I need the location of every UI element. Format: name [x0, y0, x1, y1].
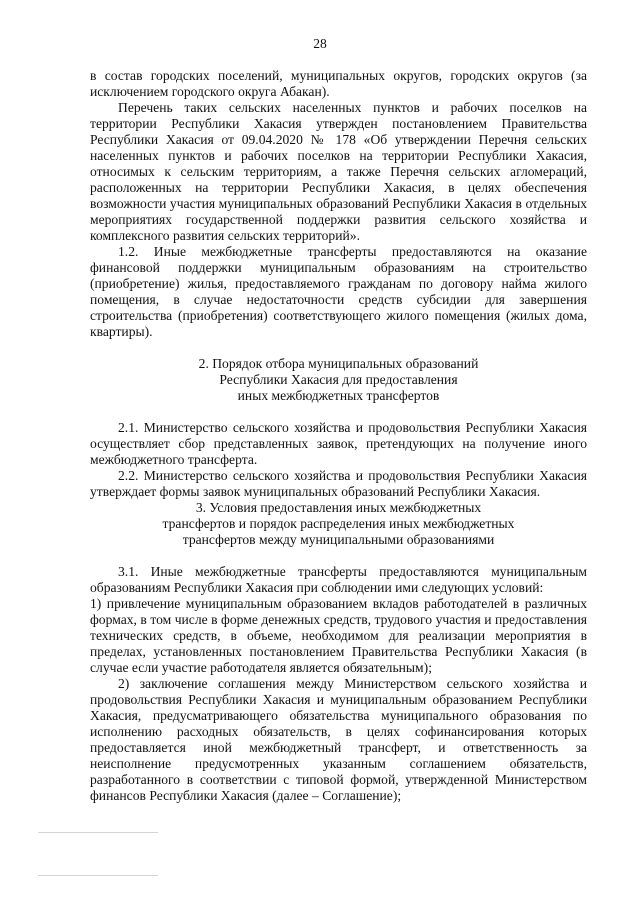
paragraph-1-2: 1.2. Иные межбюджетные трансферты предоставляются на оказание финансовой поддержки муниципальным образованиям на строительство (приобретение) жилья, предоставляемого гражданам по договору найма жилого помещения, в случае недостаточности средств субсидии для завершения строительства (приобретения) соответствующего жилого помещения (жилых дома, квартиры).	[90, 244, 587, 339]
paragraph-list-approval: Перечень таких сельских населенных пунктов и рабочих поселков на территории Республики Хакасия утвержден постановлением Правительства Республики Хакасия от 09.04.2020 № 178 «Об утверждении Перечня сельских населенных пунктов и рабочих поселков на территории Республики Хакасия, относимых к сельским территориям, а также Перечня сельских агломераций, расположенных на территории Республики Хакасия, в целях обеспечения возможности участия муниципальных образований Республики Хакасия в отдельных мероприятиях государственной поддержки развития сельского хозяйства и комплексного развития сельских территорий».	[90, 100, 587, 243]
section-3-heading-line-2: трансфертов и порядок распределения иных межбюджетных	[162, 516, 515, 531]
paragraph-3-1: 3.1. Иные межбюджетные трансферты предоставляются муниципальным образованиям Республики Хакасия при соблюдении ими следующих условий:	[90, 564, 587, 595]
condition-item-2: 2) заключение соглашения между Министерством сельского хозяйства и продовольствия Республики Хакасия и муниципальным образованием Республики Хакасия, предусматривающего обязательства муниципального образования по исполнению расходных обязательств, в целях софинансирования которых предоставляется иной межбюджетный трансферт, и ответственность за неисполнение предусмотренных указанным соглашением обязательств, разработанного в соответствии с типовой формой, утвержденной Министерством финансов Республики Хакасия (далее – Соглашение);	[90, 676, 587, 803]
paragraph-2-2: 2.2. Министерство сельского хозяйства и продовольствия Республики Хакасия утверждает формы заявок муниципальных образований Республики Хакасия.	[90, 468, 587, 499]
electronic-signature-stamp	[38, 832, 160, 876]
section-2-heading-line-2: Республики Хакасия для предоставления	[219, 372, 458, 387]
page-number: 28	[313, 36, 327, 51]
paragraph-continuation: в состав городских поселений, муниципальных округов, городских округов (за исключением городского округа Абакан).	[90, 68, 587, 99]
section-3-heading-line-1: 3. Условия предоставления иных межбюджетных	[195, 500, 482, 515]
section-2-heading-line-1: 2. Порядок отбора муниципальных образований	[198, 356, 479, 371]
section-2-heading-line-3: иных межбюджетных трансфертов	[237, 388, 440, 403]
section-3-heading-line-3: трансфертов между муниципальными образованиями	[182, 532, 495, 547]
paragraph-2-1: 2.1. Министерство сельского хозяйства и продовольствия Республики Хакасия осуществляет сбор представленных заявок, претендующих на получение иного межбюджетного трансферта.	[90, 420, 587, 467]
condition-item-1: 1) привлечение муниципальным образованием вкладов работодателей в различных формах, в том числе в форме денежных средств, трудового участия и предоставления технических средств, в объеме, необходимом для реализации мероприятия в пределах, установленных постановлением Правительства Республики Хакасия (в случае если участие работодателя является обязательным);	[90, 596, 587, 675]
document-body	[90, 68, 587, 804]
